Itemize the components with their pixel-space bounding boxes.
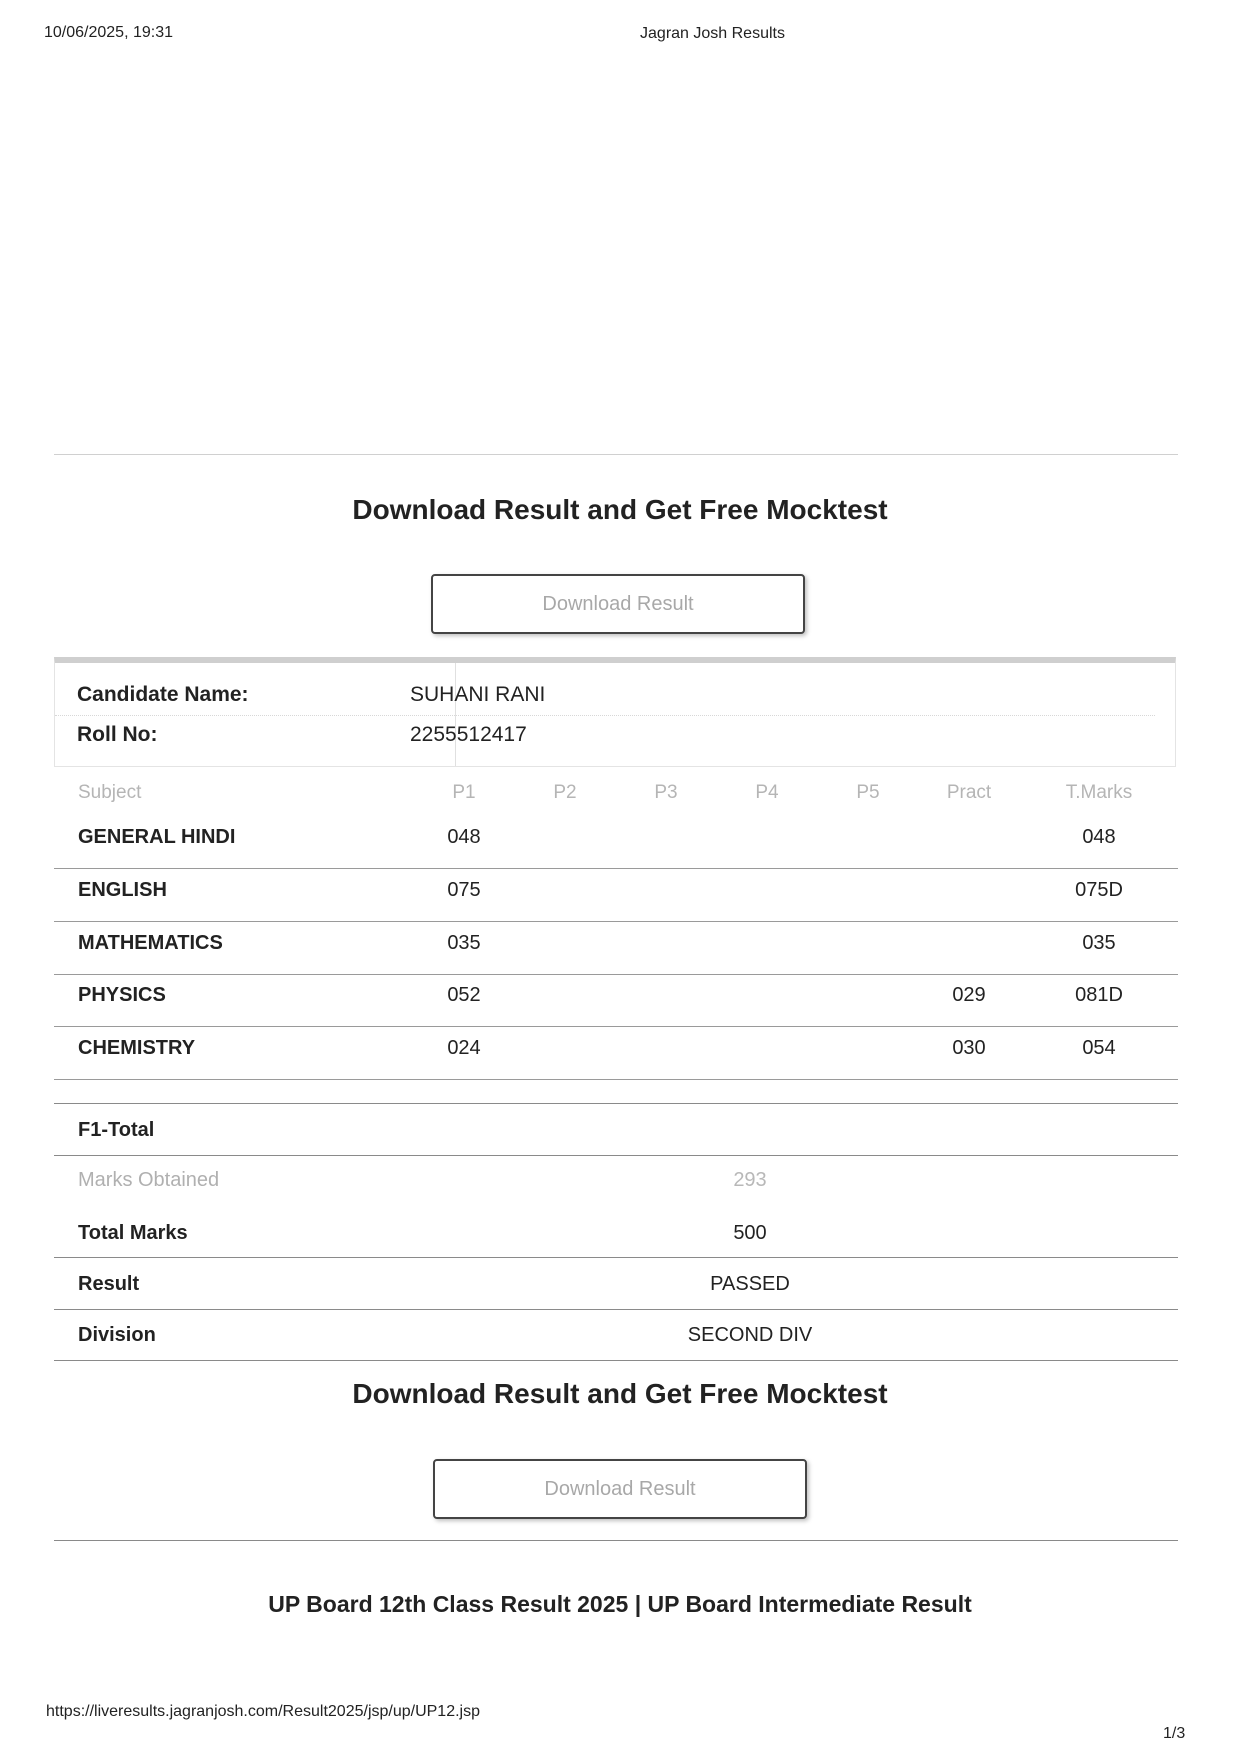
table-row [54,869,1178,922]
cell-total: 035 [1082,932,1116,954]
cell-p1: 052 [447,984,481,1006]
cell-p1: 048 [447,826,481,848]
roll-no: 2255512417 [410,723,527,746]
total-marks: 500 [733,1222,767,1244]
subject-name: ENGLISH [78,879,167,901]
promo-heading-top: Download Result and Get Free Mocktest [352,494,888,525]
print-page-number: 1/3 [1163,1725,1186,1742]
candidate-info [54,657,1176,767]
summary-divider [54,1257,1178,1258]
result-page-link-title[interactable]: UP Board 12th Class Result 2025 | UP Board Intermediate Result [268,1591,972,1617]
total-marks-label: Total Marks [78,1222,188,1244]
print-datetime: 10/06/2025, 19:31 [44,24,174,41]
result-label: Result [78,1273,140,1295]
summary-bottom-divider [54,1360,1178,1361]
marks-obtained-label: Marks Obtained [78,1169,220,1191]
summary-top-divider [54,1103,1178,1104]
col-head-pract: Pract [946,782,992,803]
col-head-p5: P5 [856,782,880,803]
print-page-title: Jagran Josh Results [640,25,785,42]
col-head-p1: P1 [452,782,476,803]
top-divider [54,454,1178,455]
table-row [54,1027,1178,1080]
col-head-p4: P4 [755,782,779,803]
download-result-button-bottom[interactable]: Download Result [433,1459,807,1519]
cell-p1: 035 [447,932,481,954]
cell-total: 054 [1082,1037,1116,1059]
col-head-p2: P2 [553,782,577,803]
roll-no-label: Roll No: [77,723,158,746]
col-head-subject: Subject [78,782,142,803]
cell-pract: 030 [952,1037,986,1059]
cell-p1: 024 [447,1037,481,1059]
subject-name: GENERAL HINDI [78,826,236,848]
table-row [54,974,1178,1027]
cell-p1: 075 [447,879,481,901]
f1-total-label: F1-Total [78,1119,155,1141]
marks-obtained: 293 [733,1169,767,1191]
candidate-name-label: Candidate Name: [77,683,249,706]
division-label: Division [78,1324,156,1346]
download-result-button-top[interactable]: Download Result [431,574,805,634]
summary-divider [54,1155,1178,1156]
col-head-total: T.Marks [1065,782,1133,803]
division: SECOND DIV [687,1324,813,1346]
table-row [54,816,1178,869]
subject-name: MATHEMATICS [78,932,223,954]
result-status: PASSED [710,1273,790,1295]
cell-total: 081D [1075,984,1123,1006]
summary-divider [54,1309,1178,1310]
bottom-divider [54,1540,1178,1541]
table-row [54,922,1178,975]
subject-name: CHEMISTRY [78,1037,196,1059]
subject-name: PHYSICS [78,984,166,1006]
cell-total: 048 [1082,826,1116,848]
cell-total: 075D [1075,879,1123,901]
promo-heading-bottom: Download Result and Get Free Mocktest [352,1378,888,1409]
col-head-p3: P3 [654,782,678,803]
candidate-row-divider [55,715,1155,716]
candidate-name: SUHANI RANI [410,683,546,706]
print-url: https://liveresults.jagranjosh.com/Result2025/jsp/up/UP12.jsp [46,1703,480,1720]
cell-pract: 029 [952,984,986,1006]
